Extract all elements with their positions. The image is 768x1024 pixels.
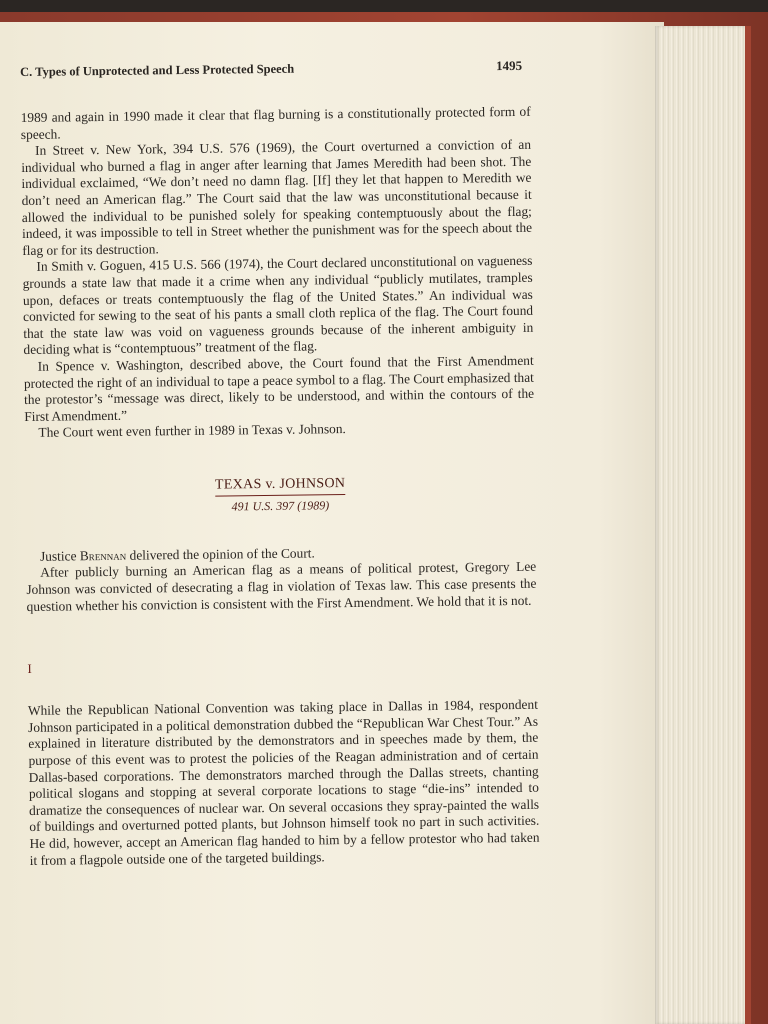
justice-name: Brennan bbox=[79, 547, 127, 564]
intro-text bbox=[21, 104, 535, 442]
paragraph: While the Republican National Convention was taking place in Dallas in 1984, respondent Johnson participated in a political demonstration dubbed the “Republican War Chest Tour.” As explained in literature distributed by the demonstrators and in speeches made by them, the purpose of this event was to protest the policies of the Reagan administration and of certain Dallas-based corporations. The demonstrators marched through the Dallas streets, chanting political slogans and stopping at several corporate locations to stage “die-ins” intended to dramatize the consequences of nuclear war. On several occasions they spray-painted the walls of buildings and overturned potted plants, but Johnson himself took no part in such activities. He did, however, accept an American flag handed to him by a fellow protestor who had taken it from a flagpole outside one of the targeted buildings. bbox=[27, 696, 540, 868]
page-number: 1495 bbox=[495, 57, 523, 74]
paragraph: In Smith v. Goguen, 415 U.S. 566 (1974), the Court declared unconstitutional on vagueness grounds a state law that made it a crime when any individual “publicly mutilates, tramples upon, defaces or treats contemptuously the flag of the United States.” An individual was convicted for sewing to the seat of his pants a small cloth replica of the flag. The Court found that the state law was void on vagueness grounds because of the inherent ambiguity in deciding what is “contemptuous” treatment of the flag. bbox=[22, 253, 534, 358]
opinion-delivery: delivered the opinion of the Court. bbox=[126, 545, 315, 563]
paragraph: After publicly burning an American flag as a means of political protest, Gregory Lee Johnson was convicted of desecrating a flag in violation of Texas law. This case presents the question whether his conviction is consistent with the First Amendment. We hold that it is not. bbox=[26, 559, 537, 614]
section-title: C. Types of Unprotected and Less Protected Speech bbox=[20, 61, 295, 79]
paragraph: In Spence v. Washington, described above, the Court found that the First Amendment protected the right of an individual to tape a peace symbol to a flag. The Court emphasized that the protestor’s “message was direct, likely to be understood, and within the contours of the First Amendment.” bbox=[23, 352, 535, 424]
page-edges bbox=[655, 26, 751, 1024]
section-number: I bbox=[27, 661, 32, 677]
paragraph: In Street v. New York, 394 U.S. 576 (1969), the Court overturned a conviction of an individual who burned a flag in anger after learning that James Meredith had been shot. The individual exclaimed, “We don’t need no damn flag. [If] they let that happen to Meredith we don’t need an American flag.” The Court said that the law was unconstitutional because it allowed the individual to be punished solely for speaking contemptuously about the flag; indeed, it was impossible to tell in Street whether the punishment was for the speech about the flag or for its destruction. bbox=[21, 136, 533, 258]
opinion-text bbox=[26, 543, 537, 616]
justice-prefix: Justice bbox=[39, 548, 77, 564]
case-name: TEXAS v. JOHNSON bbox=[215, 476, 346, 497]
paragraph: 1989 and again in 1990 made it clear that flag burning is a constitutionally protected form of speech. bbox=[20, 103, 531, 142]
paragraph: The Court went even further in 1989 in Texas v. Johnson. bbox=[38, 421, 346, 441]
case-heading bbox=[25, 472, 535, 517]
section-text bbox=[28, 697, 540, 869]
case-citation: 491 U.S. 397 (1989) bbox=[231, 498, 330, 514]
page-content bbox=[20, 58, 540, 869]
